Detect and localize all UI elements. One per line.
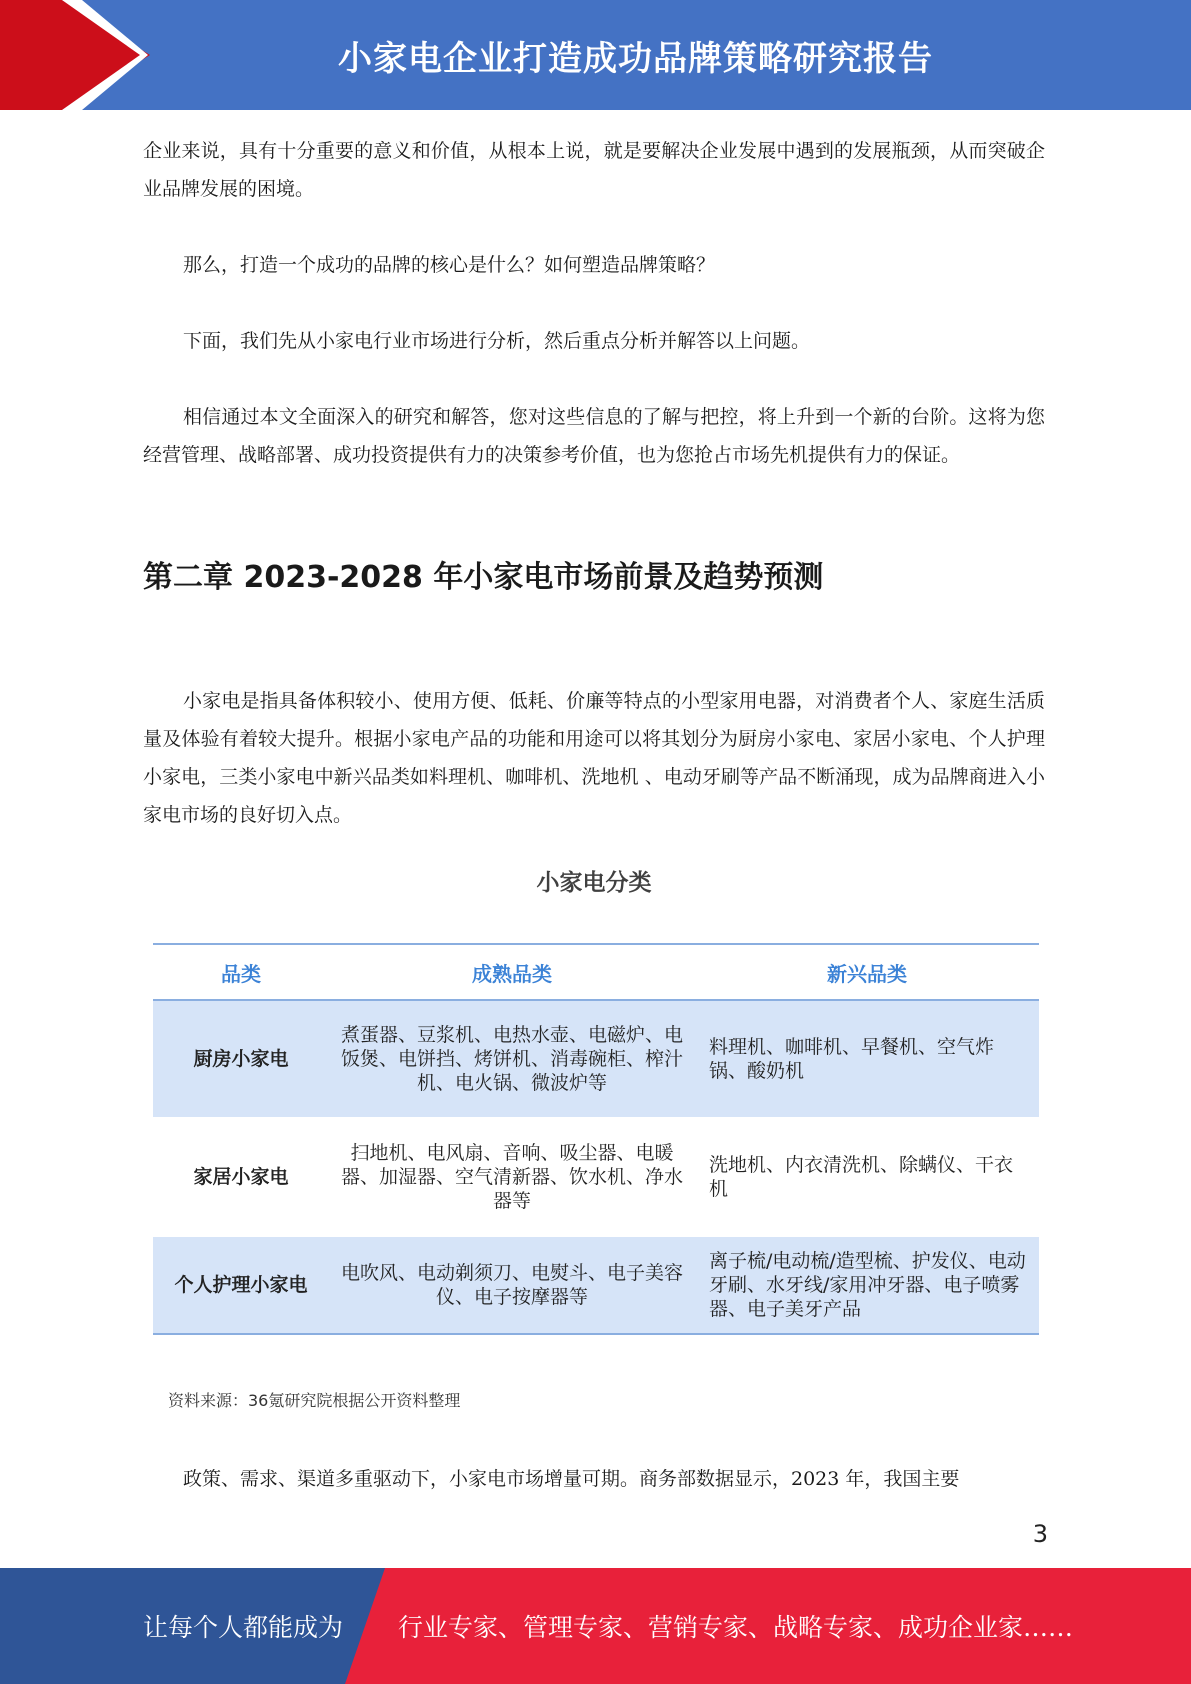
row-category: 厨房小家电 [153,1000,329,1117]
page-number: 3 [1032,1520,1048,1548]
row-emerging: 料理机、咖啡机、早餐机、空气炸锅、酸奶机 [695,1000,1039,1117]
paragraph-definition: 小家电是指具备体积较小、使用方便、低耗、价廉等特点的小型家用电器，对消费者个人、家庭生活质量及体验有着较大提升。根据小家电产品的功能和用途可以将其划分为厨房小家电、家居小家电、个人护理小家电，三类小家电中新兴品类如料理机、咖啡机、洗地机 、电动牙刷等产品不断涌现，成为品牌商进入小家电市场的良好切入点。 [143,690,1045,826]
paragraph-value: 相信通过本文全面深入的研究和解答，您对这些信息的了解与把控，将上升到一个新的台阶。这将为您经营管理、战略部署、成功投资提供有力的决策参考价值，也为您抢占市场先机提供有力的保证。 [143,406,1045,466]
header-chevron-icon [0,0,160,110]
table-title: 小家电分类 [536,870,652,896]
row-emerging: 洗地机、内衣清洗机、除螨仪、干衣机 [709,1154,1014,1200]
report-title: 小家电企业打造成功品牌策略研究报告 [338,38,933,79]
paragraph-market-growth: 政策、需求、渠道多重驱动下，小家电市场增量可期。商务部数据显示，2023 年，我国主要 [183,1468,960,1490]
row-mature: 电吹风、电动剃须刀、电熨斗、电子美容仪、电子按摩器等 [329,1237,695,1334]
paragraph-question: 那么，打造一个成功的品牌的核心是什么？如何塑造品牌策略？ [183,254,716,276]
footer-slogan-left: 让每个人都能成为 [143,1613,344,1642]
row-mature: 扫地机、电风扇、音响、吸尘器、电暖器、加湿器、空气清新器、饮水机、净水器等 [340,1142,683,1212]
header-category: 品类 [153,944,329,1000]
page-header [0,0,1191,110]
paragraph-outline: 下面，我们先从小家电行业市场进行分析，然后重点分析并解答以上问题。 [183,330,811,352]
table-source-note: 资料来源：36氪研究院根据公开资料整理 [168,1391,461,1410]
page-footer [0,1568,1191,1684]
table-header-row [153,944,1039,1000]
row-emerging: 离子梳/电动梳/造型梳、护发仪、电动牙刷、水牙线/家用冲牙器、电子喷雾器、电子美牙产品 [695,1237,1039,1334]
header-emerging: 新兴品类 [695,944,1039,1000]
chapter-heading: 第二章 2023-2028 年小家电市场前景及趋势预测 [143,560,824,595]
header-mature: 成熟品类 [329,944,695,1000]
category-table [153,943,1039,1335]
table-row [153,1117,1039,1237]
row-category: 个人护理小家电 [153,1237,329,1334]
row-mature: 煮蛋器、豆浆机、电热水壶、电磁炉、电饭煲、电饼挡、烤饼机、消毒碗柜、榨汁机、电火锅、微波炉等 [329,1000,695,1117]
paragraph-continued: 企业来说，具有十分重要的意义和价值，从根本上说，就是要解决企业发展中遇到的发展瓶颈，从而突破企业品牌发展的困境。 [143,140,1045,200]
row-category: 家居小家电 [193,1166,289,1188]
table-row [153,1000,1039,1117]
table-row [153,1237,1039,1334]
footer-slogan-right: 行业专家、管理专家、营销专家、战略专家、成功企业家…… [398,1613,1074,1642]
